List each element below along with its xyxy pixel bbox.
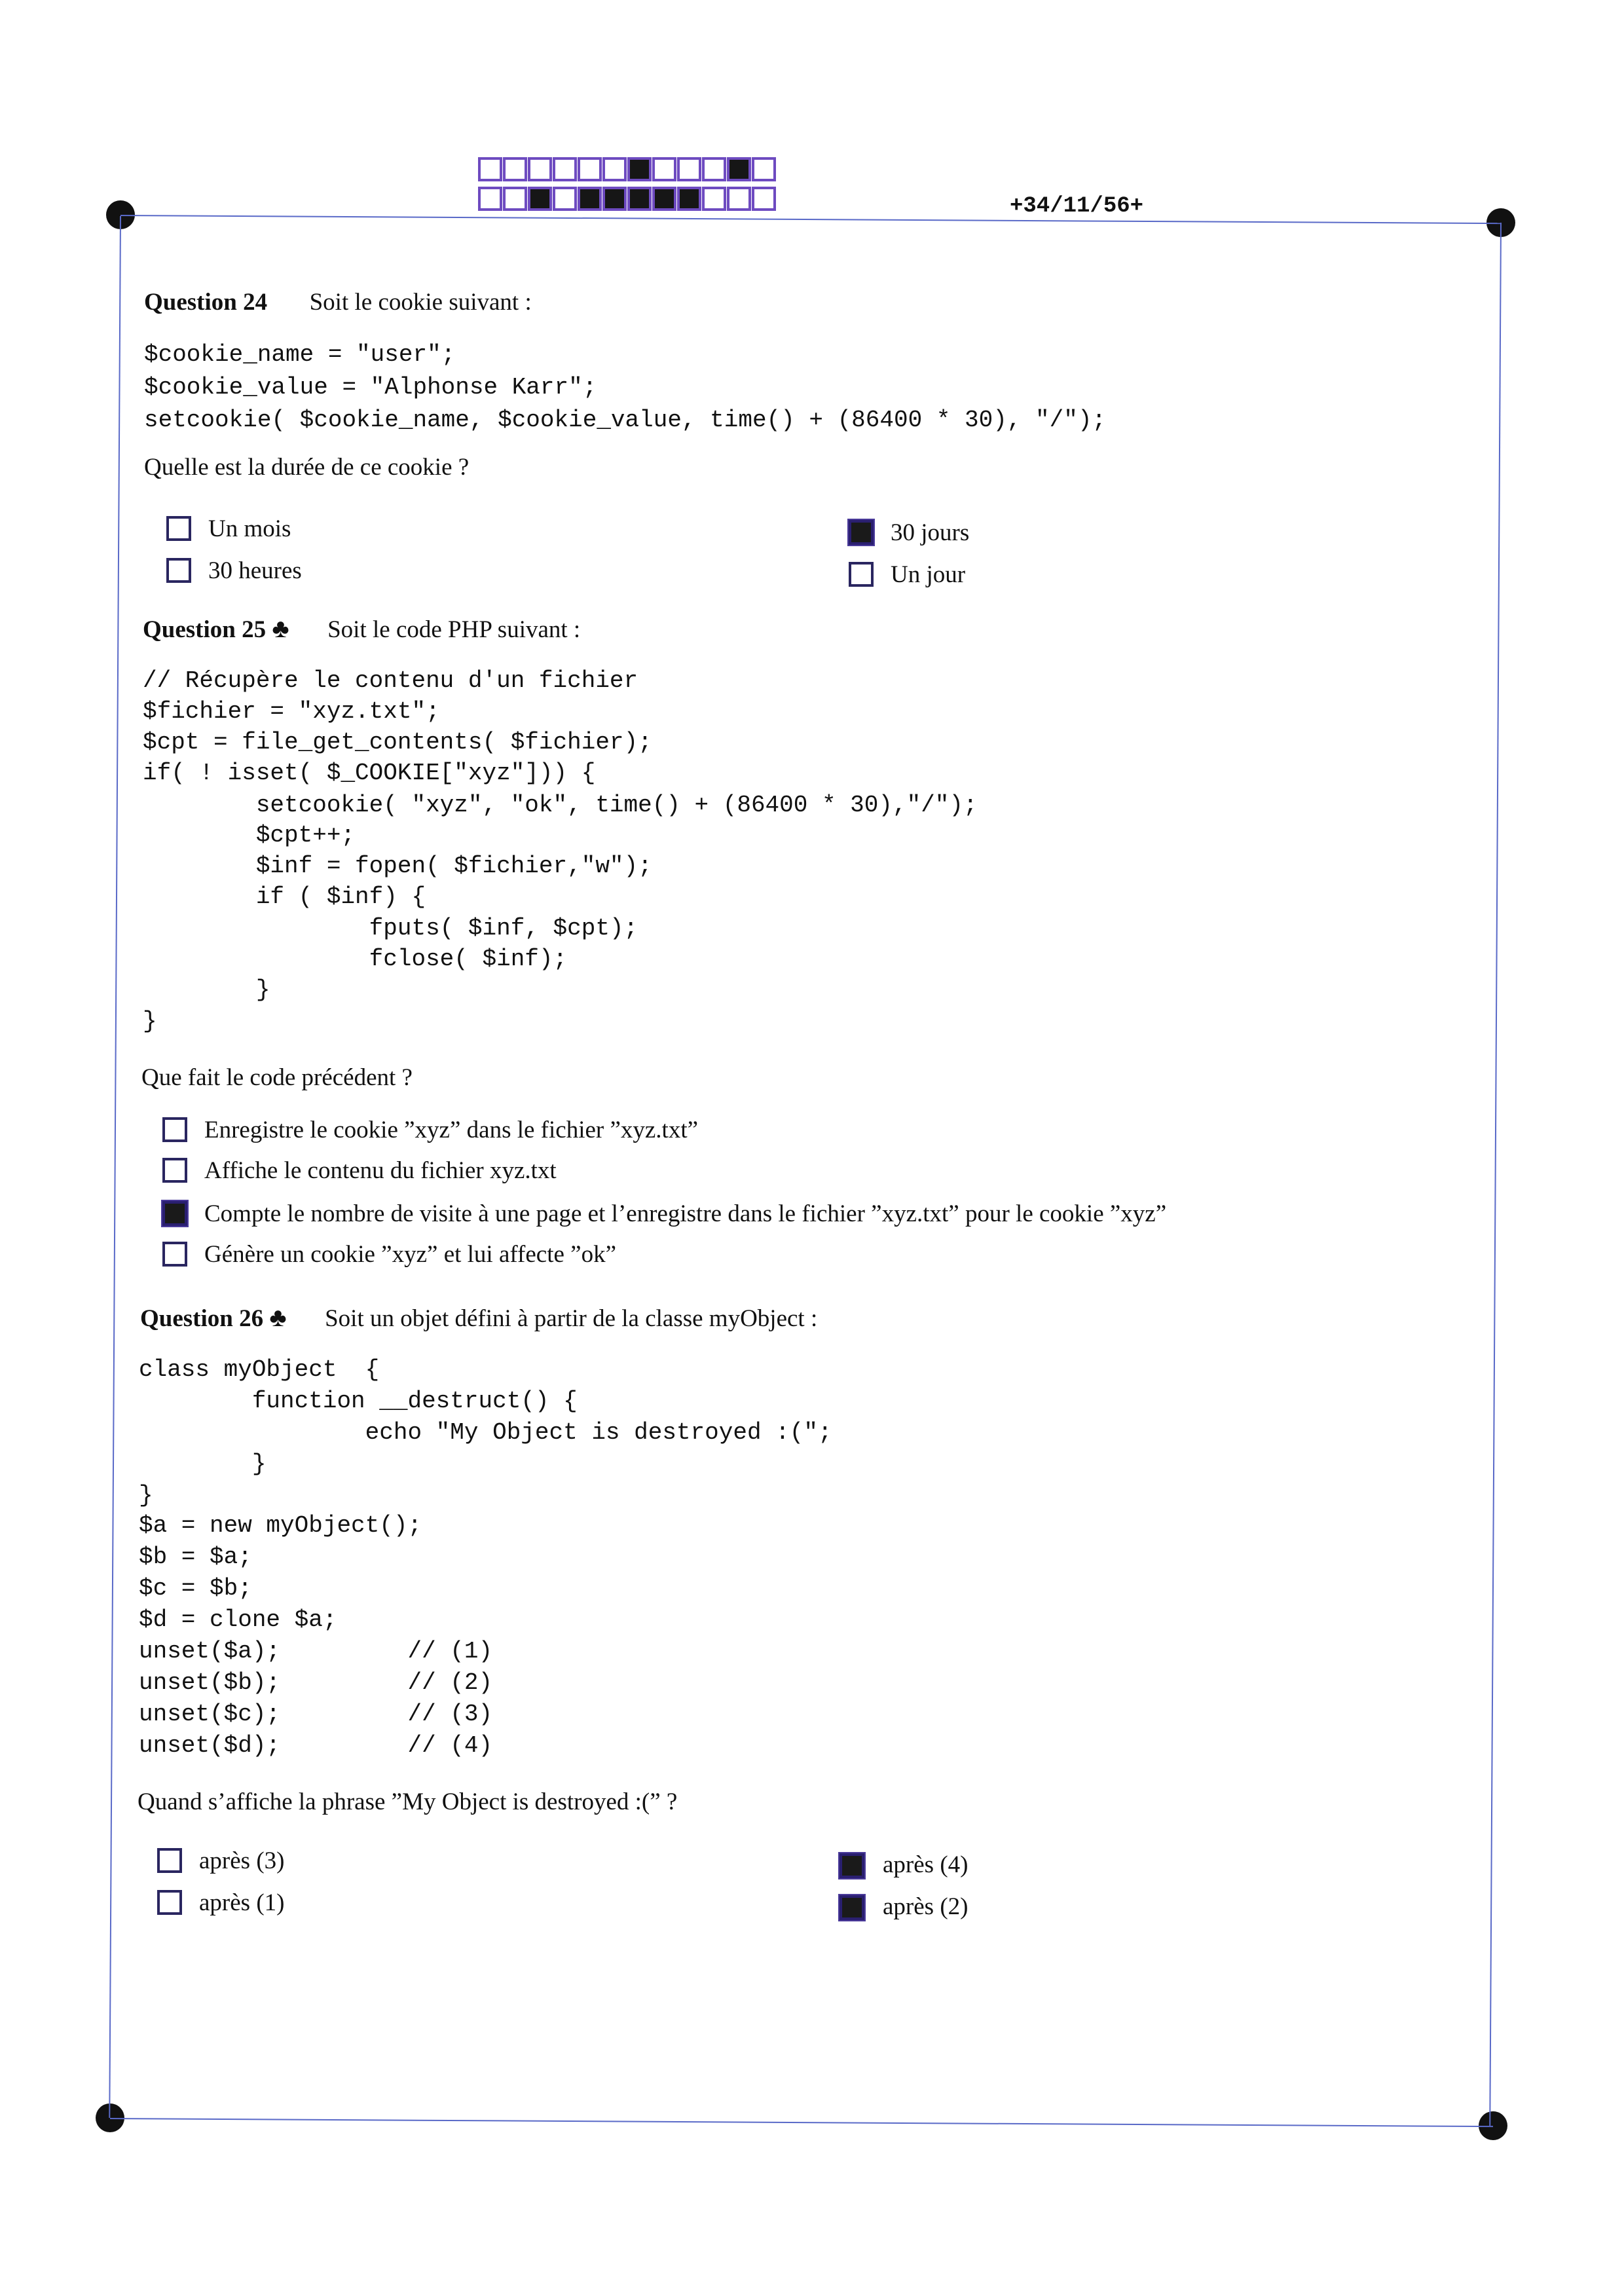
question-26-number: Question 26	[140, 1305, 264, 1332]
code-line: $a = new myObject();	[139, 1512, 422, 1539]
frame-top	[120, 215, 1501, 224]
code-line: $cpt = file_get_contents( $fichier);	[143, 729, 652, 756]
barcode-cell	[528, 157, 552, 181]
barcode-cell	[652, 157, 676, 181]
barcode-cell	[553, 187, 577, 211]
q24-checkbox-30-heures[interactable]	[166, 558, 191, 583]
barcode-cell	[503, 187, 527, 211]
q26-checkbox-apres-3[interactable]	[157, 1848, 182, 1873]
q25-option-label: Affiche le contenu du fichier xyz.txt	[204, 1157, 557, 1184]
code-line: echo "My Object is destroyed :(";	[139, 1419, 832, 1446]
barcode-cell	[528, 187, 552, 211]
q24-checkbox-un-mois[interactable]	[166, 516, 191, 541]
q24-option-label: 30 heures	[208, 557, 302, 584]
page-code: +34/11/56+	[1010, 194, 1144, 219]
barcode-cell	[752, 157, 776, 181]
code-line: $cookie_name = "user";	[144, 341, 456, 368]
code-line: }	[139, 1482, 153, 1509]
club-icon: ♣	[269, 1303, 287, 1332]
q25-option-label: Génère un cookie ”xyz” et lui affecte ”ok”	[204, 1241, 616, 1268]
barcode-cell	[627, 157, 652, 181]
q25-checkbox-option-3[interactable]	[162, 1201, 187, 1226]
code-line: $d = clone $a;	[139, 1606, 337, 1633]
page-barcode	[478, 157, 779, 216]
code-line: $inf = fopen( $fichier,"w");	[143, 853, 652, 880]
barcode-cell	[478, 187, 502, 211]
barcode-cell	[727, 157, 751, 181]
q26-checkbox-apres-1[interactable]	[157, 1890, 182, 1915]
q26-option-label: après (2)	[883, 1893, 969, 1920]
code-line: }	[139, 1451, 267, 1477]
q25-checkbox-option-4[interactable]	[162, 1242, 187, 1267]
barcode-cell	[702, 157, 726, 181]
code-line: }	[143, 976, 270, 1003]
q25-checkbox-option-1[interactable]	[162, 1117, 187, 1142]
q24-checkbox-30-jours[interactable]	[849, 520, 874, 545]
code-line: fputs( $inf, $cpt);	[143, 915, 638, 942]
question-24-number: Question 24	[144, 289, 268, 316]
barcode-cell	[752, 187, 776, 211]
q25-option-label: Enregistre le cookie ”xyz” dans le fichier ”xyz.txt”	[204, 1117, 699, 1143]
barcode-cell	[677, 157, 701, 181]
q26-checkbox-apres-2[interactable]	[840, 1895, 864, 1920]
question-25-number: Question 25	[143, 616, 267, 643]
barcode-cell	[578, 157, 602, 181]
code-line: $fichier = "xyz.txt";	[143, 698, 440, 725]
barcode-cell	[503, 157, 527, 181]
question-24-heading	[144, 288, 532, 316]
q26-option-label: après (3)	[199, 1847, 285, 1874]
code-line: $b = $a;	[139, 1544, 252, 1570]
barcode-cell	[727, 187, 751, 211]
question-24-prompt: Soit le cookie suivant :	[309, 289, 532, 316]
barcode-cell	[677, 187, 701, 211]
barcode-cell	[478, 157, 502, 181]
code-line: setcookie( "xyz", "ok", time() + (86400 * 30),"/");	[143, 792, 978, 819]
code-line: $cpt++;	[143, 822, 356, 849]
q26-checkbox-apres-4[interactable]	[840, 1853, 864, 1878]
code-line: function __destruct() {	[139, 1388, 578, 1415]
q24-option-label: Un mois	[208, 515, 291, 542]
club-icon: ♣	[272, 614, 289, 643]
barcode-cell	[702, 187, 726, 211]
barcode-cell	[553, 157, 577, 181]
barcode-cell	[627, 187, 652, 211]
q25-option-label: Compte le nombre de visite à une page et l’enregistre dans le fichier ”xyz.txt” pour le cookie ”xyz”	[204, 1200, 1167, 1227]
code-line: fclose( $inf);	[143, 946, 568, 972]
q24-option-label: Un jour	[891, 561, 966, 588]
question-26-prompt: Soit un objet défini à partir de la classe myObject :	[325, 1305, 818, 1332]
q25-checkbox-option-2[interactable]	[162, 1158, 187, 1183]
frame-right	[1489, 223, 1502, 2126]
code-line: $cookie_value = "Alphonse Karr";	[144, 374, 597, 401]
code-line: if( ! isset( $_COOKIE["xyz"])) {	[143, 760, 596, 787]
question-25-question: Que fait le code précédent ?	[141, 1064, 413, 1091]
frame-left	[109, 216, 121, 2118]
q26-option-label: après (1)	[199, 1889, 285, 1916]
q24-checkbox-un-jour[interactable]	[849, 562, 874, 587]
code-line: setcookie( $cookie_name, $cookie_value, time() + (86400 * 30), "/");	[144, 407, 1107, 434]
code-line: unset($d); // (4)	[139, 1732, 493, 1759]
code-line: }	[143, 1008, 157, 1035]
question-24-question: Quelle est la durée de ce cookie ?	[144, 454, 470, 481]
question-25-prompt: Soit le code PHP suivant :	[327, 616, 581, 643]
code-line: // Récupère le contenu d'un fichier	[143, 667, 638, 694]
barcode-cell	[578, 187, 602, 211]
code-line: if ( $inf) {	[143, 883, 426, 910]
code-line: unset($c); // (3)	[139, 1701, 493, 1728]
frame-bottom	[110, 2118, 1493, 2127]
barcode-cell	[652, 187, 676, 211]
q26-option-label: après (4)	[883, 1851, 969, 1878]
barcode-cell	[602, 187, 627, 211]
code-line: unset($a); // (1)	[139, 1638, 493, 1665]
question-26-question: Quand s’affiche la phrase ”My Object is destroyed :(” ?	[138, 1788, 678, 1815]
barcode-cell	[602, 157, 627, 181]
code-line: unset($b); // (2)	[139, 1669, 493, 1696]
question-25-heading	[143, 613, 580, 644]
code-line: class myObject {	[139, 1356, 380, 1383]
q24-option-label: 30 jours	[891, 519, 970, 546]
code-line: $c = $b;	[139, 1575, 252, 1602]
question-26-heading	[140, 1302, 817, 1333]
